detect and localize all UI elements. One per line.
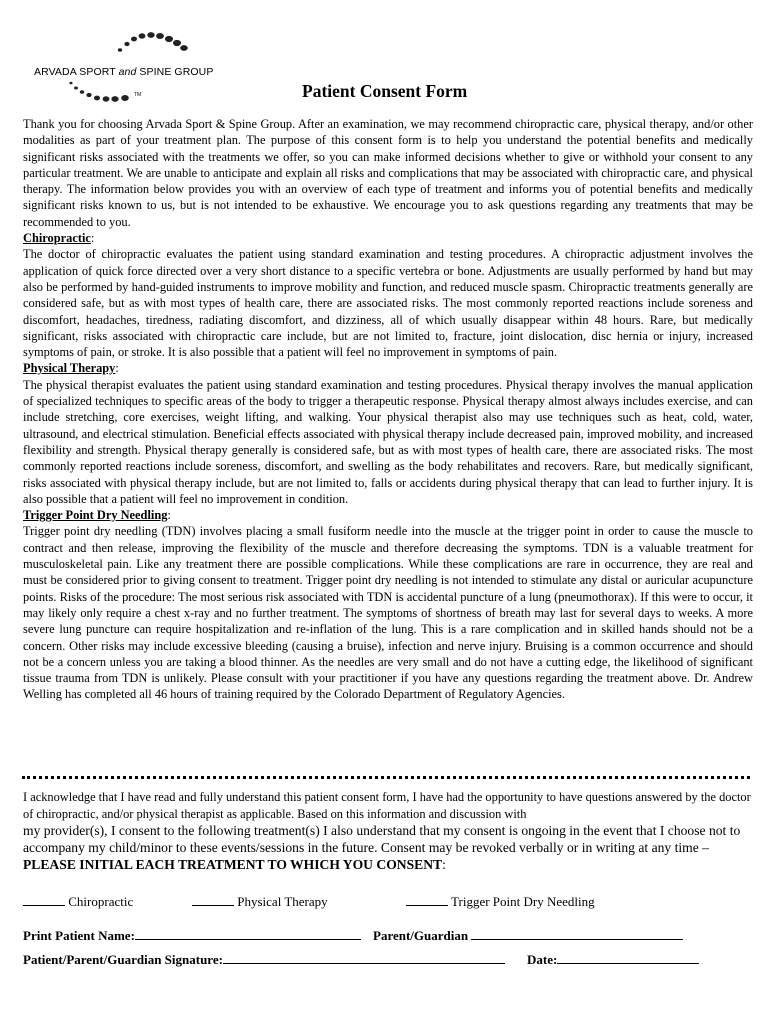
logo-trademark: TM <box>134 92 142 98</box>
section-text: The doctor of chiropractic evaluates the patient using standard examination and testing procedures. A chiropractic adjustment involves the application of quick force directed over a very short distance to a specific vertebra or bone. Adjustments are usually performed by hand but may also be performed by hand-guided instruments to improve mobility and function, and reduced muscle spasm. Chiropractic treatments generally are considered safe, but as with most types of health care, there are associated risks. The most commonly reported reactions include soreness and discomfort, headaches, tiredness, radiating discomfort, and dizziness, all of which usually disappear within 48 hours. Rare, but medically significant, risks associated with chiropractic care include, but are not limited to, fracture, joint dislocation, disc hernia or injury, increased symptoms of pain, or stroke. It is also possible that a patient will feel no improvement in symptoms of pain. <box>23 247 753 360</box>
treatment-label: Chiropractic <box>68 894 134 909</box>
logo-brand-text: ARVADA SPORT and SPINE GROUP <box>34 66 214 78</box>
signature-label: Patient/Parent/Guardian Signature: <box>23 952 223 967</box>
guardian-line[interactable] <box>471 928 683 940</box>
page-title: Patient Consent Form <box>302 81 468 101</box>
date-field <box>527 952 699 968</box>
treatment-physical-therapy <box>192 894 328 910</box>
date-line[interactable] <box>557 952 699 964</box>
consent-body <box>23 116 753 703</box>
print-name-line[interactable] <box>135 928 361 940</box>
initial-line-dry-needling[interactable] <box>406 894 448 906</box>
initial-line-chiropractic[interactable] <box>23 894 65 906</box>
logo <box>30 28 230 108</box>
ack-text-1: I acknowledge that I have read and fully understand this patient consent form, I have had the opportunity to have questions answered by the doctor of chiropractic, and/or physical therapist as applicable. Based on this information and discussion with <box>23 790 751 821</box>
signature-field <box>23 952 505 968</box>
section-heading: Trigger Point Dry Needling <box>23 508 168 523</box>
ack-instruction: PLEASE INITIAL EACH TREATMENT TO WHICH YOU CONSENT <box>23 857 443 872</box>
print-name-label: Print Patient Name: <box>23 928 135 943</box>
date-label: Date: <box>527 952 558 967</box>
section-chiropractic: Chiropractic: <box>23 231 95 246</box>
section-physical-therapy: Physical Therapy: <box>23 361 119 376</box>
section-text: The physical therapist evaluates the patient using standard examination and testing procedures. Physical therapy involves the manual application of specialized techniques to specific areas of the body to trigger a therapeutic response. Physical therapy almost always includes exercise, and can include stretching, core exercises, weight lifting, and walking. Your physical therapist also may use techniques such as heat, cold, water, ultrasound, and electrical stimulation. Beneficial effects associated with physical therapy include decreased pain, improved mobility, and increased flexibility and strength. Physical therapy generally is considered safe, but as with most types of health care, there are associated risks. The most commonly reported reactions include soreness, discomfort, and swelling as the body rehabilitates and recovers. Rare, but medically significant, risks associated with physical therapy include, but are not limited to, falls or accidents during physical therapy that can lead to further injury. It is also possible that a patient will feel no improvement in condition. <box>23 377 753 506</box>
intro-paragraph: Thank you for choosing Arvada Sport & Spine Group. After an examination, we may recommend chiropractic care, physical therapy, and/or other modalities as part of your treatment plan. The purpose of this consent form is to help you understand the potential benefits and medically significant risks associated with the treatments we offer, so you can make informed decisions whether to give or withhold your consent to any particular treatment. We are unable to anticipate and explain all risks and complications that may be associated with chiropractic care, and physical therapy. The information below provides you with an overview of each type of treatment and informs you of potential benefits and medically significant risks known to us, but is not intended to be exhaustive. We encourage you to ask questions regarding any treatments that may be recommended to you. <box>23 117 753 229</box>
section-heading: Chiropractic <box>23 231 91 246</box>
treatment-label: Trigger Point Dry Needling <box>451 894 595 909</box>
guardian-field <box>373 928 683 944</box>
ack-text-2: my provider(s), I consent to the following treatment(s) I also understand that my consent is ongoing in the event that I choose not to accompany my child/minor to these events/sessions in the future. Consent may be revoked verbally or in writing at any time – PLEASE INITIAL EACH TREATMENT TO WHICH YOU CONSENT: <box>23 823 741 872</box>
print-name-field <box>23 928 361 944</box>
dotted-divider <box>22 776 750 779</box>
acknowledgement <box>23 789 753 873</box>
section-text: Trigger point dry needling (TDN) involves placing a small fusiform needle into the muscle at the trigger point in order to cause the muscle to contract and then release, improving the flexibility of the muscle and therefore decreasing the symptoms. TDN is a valuable treatment for musculoskeletal pain. Like any treatment there are possible complications. While these complications are rare in occurrence, they are real and must be considered prior to giving consent to treatment. Trigger point dry needling is not intended to stimulate any distal or auricular acupuncture points. Risks of the procedure: The most serious risk associated with TDN is accidental puncture of a lung (pneumothorax). If this were to occur, it may likely only require a chest x-ray and no further treatment. The symptoms of shortness of breath may last for several days to weeks. A more severe lung puncture can require hospitalization and re-inflation of the lung. This is a rare complication and in skilled hands should not be a concern. Other risks may include excessive bleeding (causing a bruise), infection and nerve injury. Bruising is a common occurrence and should not be a concern unless you are taking a blood thinner. As the needles are very small and do not have a cutting edge, the likelihood of significant tissue trauma from TDN is unlikely. Please consult with your practitioner if you have any questions regarding the treatment above. Dr. Andrew Welling has completed all 46 hours of training required by the Colorado Department of Regulatory Agencies. <box>23 524 753 702</box>
treatment-chiropractic <box>23 894 133 910</box>
signature-line[interactable] <box>223 952 505 964</box>
section-heading: Physical Therapy <box>23 361 116 376</box>
treatment-label: Physical Therapy <box>237 894 328 909</box>
guardian-label: Parent/Guardian <box>373 928 469 943</box>
initial-line-physical-therapy[interactable] <box>192 894 234 906</box>
treatment-dry-needling <box>406 894 595 910</box>
section-dry-needling: Trigger Point Dry Needling: <box>23 508 171 523</box>
